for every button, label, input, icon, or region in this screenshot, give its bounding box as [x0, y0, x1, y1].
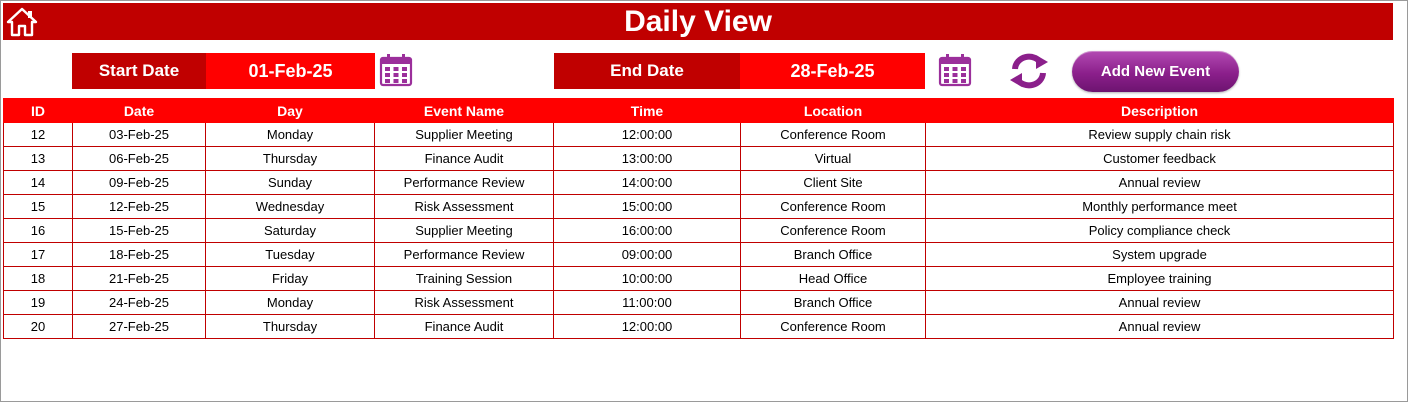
cell-description: Employee training — [926, 267, 1394, 291]
cell-event-name: Supplier Meeting — [375, 219, 554, 243]
table-header-row — [4, 99, 1394, 123]
cell-date: 12-Feb-25 — [73, 195, 206, 219]
end-date-label: End Date — [554, 53, 740, 89]
cell-time: 13:00:00 — [554, 147, 741, 171]
cell-description: Monthly performance meet — [926, 195, 1394, 219]
table-row[interactable] — [4, 243, 1394, 267]
cell-location: Conference Room — [741, 315, 926, 339]
cell-time: 10:00:00 — [554, 267, 741, 291]
cell-day: Tuesday — [206, 243, 375, 267]
cell-date: 09-Feb-25 — [73, 171, 206, 195]
column-header-date[interactable]: Date — [73, 99, 206, 123]
cell-event-name: Performance Review — [375, 243, 554, 267]
cell-date: 03-Feb-25 — [73, 123, 206, 147]
cell-day: Wednesday — [206, 195, 375, 219]
cell-location: Conference Room — [741, 195, 926, 219]
cell-description: Annual review — [926, 171, 1394, 195]
cell-event-name: Finance Audit — [375, 147, 554, 171]
cell-day: Friday — [206, 267, 375, 291]
cell-location: Head Office — [741, 267, 926, 291]
cell-description: System upgrade — [926, 243, 1394, 267]
cell-id: 17 — [4, 243, 73, 267]
cell-location: Client Site — [741, 171, 926, 195]
start-calendar-icon[interactable] — [379, 53, 413, 87]
cell-date: 24-Feb-25 — [73, 291, 206, 315]
cell-location: Branch Office — [741, 291, 926, 315]
start-date-label: Start Date — [72, 53, 206, 89]
refresh-icon[interactable] — [1007, 51, 1051, 91]
table-body — [4, 123, 1394, 339]
cell-id: 12 — [4, 123, 73, 147]
cell-time: 09:00:00 — [554, 243, 741, 267]
table-row[interactable] — [4, 171, 1394, 195]
table-row[interactable] — [4, 195, 1394, 219]
cell-location: Conference Room — [741, 219, 926, 243]
end-calendar-icon[interactable] — [938, 53, 972, 87]
cell-time: 16:00:00 — [554, 219, 741, 243]
cell-event-name: Training Session — [375, 267, 554, 291]
cell-id: 20 — [4, 315, 73, 339]
cell-date: 06-Feb-25 — [73, 147, 206, 171]
cell-event-name: Performance Review — [375, 171, 554, 195]
title-bar — [3, 3, 1393, 40]
events-table — [3, 98, 1394, 339]
table-row[interactable] — [4, 123, 1394, 147]
cell-description: Annual review — [926, 291, 1394, 315]
table-row[interactable] — [4, 147, 1394, 171]
cell-day: Thursday — [206, 147, 375, 171]
cell-date: 18-Feb-25 — [73, 243, 206, 267]
cell-day: Monday — [206, 291, 375, 315]
cell-location: Conference Room — [741, 123, 926, 147]
cell-description: Review supply chain risk — [926, 123, 1394, 147]
column-header-time[interactable]: Time — [554, 99, 741, 123]
cell-location: Virtual — [741, 147, 926, 171]
cell-time: 14:00:00 — [554, 171, 741, 195]
table-row[interactable] — [4, 219, 1394, 243]
page-title: Daily View — [624, 5, 772, 38]
cell-day: Saturday — [206, 219, 375, 243]
cell-id: 14 — [4, 171, 73, 195]
column-header-event-name[interactable]: Event Name — [375, 99, 554, 123]
cell-time: 12:00:00 — [554, 123, 741, 147]
cell-location: Branch Office — [741, 243, 926, 267]
cell-time: 11:00:00 — [554, 291, 741, 315]
cell-day: Monday — [206, 123, 375, 147]
cell-day: Sunday — [206, 171, 375, 195]
column-header-day[interactable]: Day — [206, 99, 375, 123]
end-date-field[interactable]: 28-Feb-25 — [740, 53, 925, 89]
start-date-field[interactable]: 01-Feb-25 — [206, 53, 375, 89]
cell-description: Customer feedback — [926, 147, 1394, 171]
table-row[interactable] — [4, 267, 1394, 291]
cell-id: 19 — [4, 291, 73, 315]
cell-day: Thursday — [206, 315, 375, 339]
table-row[interactable] — [4, 291, 1394, 315]
cell-event-name: Risk Assessment — [375, 291, 554, 315]
add-new-event-button[interactable]: Add New Event — [1072, 51, 1239, 92]
cell-description: Policy compliance check — [926, 219, 1394, 243]
cell-event-name: Finance Audit — [375, 315, 554, 339]
home-icon[interactable] — [6, 6, 38, 38]
cell-date: 15-Feb-25 — [73, 219, 206, 243]
table-row[interactable] — [4, 315, 1394, 339]
cell-time: 15:00:00 — [554, 195, 741, 219]
cell-event-name: Risk Assessment — [375, 195, 554, 219]
cell-date: 21-Feb-25 — [73, 267, 206, 291]
cell-id: 18 — [4, 267, 73, 291]
cell-description: Annual review — [926, 315, 1394, 339]
cell-date: 27-Feb-25 — [73, 315, 206, 339]
cell-id: 13 — [4, 147, 73, 171]
cell-id: 16 — [4, 219, 73, 243]
column-header-description[interactable]: Description — [926, 99, 1394, 123]
cell-id: 15 — [4, 195, 73, 219]
column-header-id[interactable]: ID — [4, 99, 73, 123]
column-header-location[interactable]: Location — [741, 99, 926, 123]
cell-time: 12:00:00 — [554, 315, 741, 339]
cell-event-name: Supplier Meeting — [375, 123, 554, 147]
